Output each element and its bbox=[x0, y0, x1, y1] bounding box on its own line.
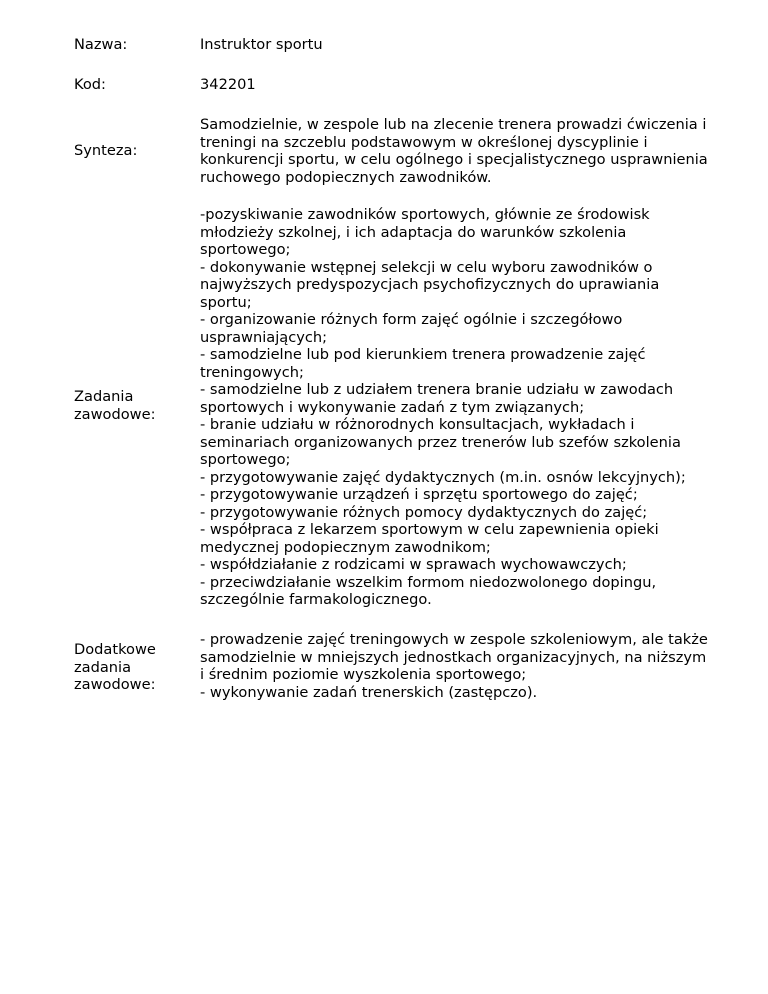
zadania-line: - dokonywanie wstępnej selekcji w celu wyboru zawodników o bbox=[200, 258, 653, 276]
zadania-line: szczególnie farmakologicznego. bbox=[200, 591, 432, 608]
zadania-line: -pozyskiwanie zawodników sportowych, głównie ze środowisk bbox=[200, 206, 650, 223]
zadania-line: usprawniających; bbox=[200, 328, 328, 346]
dodatkowe-label-line: zadania bbox=[74, 658, 132, 676]
zadania-line: sportowego; bbox=[200, 241, 291, 258]
zadania-line: sportowych i wykonywanie zadań z tym związanych; bbox=[200, 398, 585, 416]
zadania-line: - przygotowywanie urządzeń i sprzętu sportowego do zajęć; bbox=[200, 486, 638, 503]
zadania-line: - organizowanie różnych form zajęć ogólnie i szczegółowo bbox=[200, 311, 623, 328]
dodatkowe-line: - wykonywanie zadań trenerskich (zastępczo). bbox=[200, 683, 538, 701]
synteza-line: ruchowego podopiecznych zawodników. bbox=[200, 168, 492, 186]
synteza-value bbox=[200, 116, 740, 186]
dodatkowe-label-line: zawodowe: bbox=[74, 676, 156, 693]
synteza-line: treningi na szczeblu podstawowym w określonej dyscyplinie i bbox=[200, 133, 648, 151]
dodatkowe-line: - prowadzenie zajęć treningowych w zespole szkoleniowym, ale także bbox=[200, 631, 708, 648]
zadania-line: - samodzielne lub pod kierunkiem trenera prowadzenie zajęć bbox=[200, 346, 646, 363]
zadania-line: młodzieży szkolnej, i ich adaptacja do warunków szkolenia bbox=[200, 223, 627, 241]
dodatkowe-line: i średnim poziomie wyszkolenia sportowego; bbox=[200, 666, 527, 683]
dodatkowe-label-line: Dodatkowe bbox=[74, 641, 156, 658]
nazwa-label: Nazwa: bbox=[74, 36, 128, 53]
kod-value: 342201 bbox=[200, 76, 256, 93]
zadania-line: treningowych; bbox=[200, 363, 304, 381]
synteza-line: konkurencji sportu, w celu ogólnego i specjalistycznego usprawnienia bbox=[200, 151, 708, 168]
zadania-line: sportu; bbox=[200, 293, 252, 311]
zadania-label-line: Zadania bbox=[74, 388, 134, 405]
zadania-line: - przygotowywanie różnych pomocy dydaktycznych do zajęć; bbox=[200, 503, 648, 521]
zadania-line: - przeciwdziałanie wszelkim formom niedozwolonego dopingu, bbox=[200, 573, 657, 591]
dodatkowe-value bbox=[200, 631, 740, 701]
zadania-line: seminariach organizowanych przez trenerów lub szefów szkolenia bbox=[200, 433, 681, 451]
zadania-line: - przygotowywanie zajęć dydaktycznych (m.in. osnów lekcyjnych); bbox=[200, 468, 686, 486]
zadania-line: najwyższych predyspozycjach psychofizycznych do uprawiania bbox=[200, 276, 660, 293]
zadania-line: - samodzielne lub z udziałem trenera branie udziału w zawodach bbox=[200, 381, 674, 398]
zadania-line: - współpraca z lekarzem sportowym w celu zapewnienia opieki bbox=[200, 521, 659, 538]
zadania-label-line: zawodowe: bbox=[74, 405, 156, 423]
zadania-line: - branie udziału w różnorodnych konsultacjach, wykładach i bbox=[200, 416, 635, 433]
kod-label: Kod: bbox=[74, 76, 106, 93]
zadania-label bbox=[74, 388, 189, 423]
zadania-value bbox=[200, 206, 740, 609]
synteza-label: Synteza: bbox=[74, 142, 138, 159]
dodatkowe-line: samodzielnie w mniejszych jednostkach organizacyjnych, na niższym bbox=[200, 648, 707, 666]
dodatkowe-label bbox=[74, 641, 189, 694]
zadania-line: sportowego; bbox=[200, 451, 291, 468]
zadania-line: medycznej podopiecznym zawodnikom; bbox=[200, 538, 491, 556]
nazwa-value: Instruktor sportu bbox=[200, 36, 323, 53]
synteza-line: Samodzielnie, w zespole lub na zlecenie trenera prowadzi ćwiczenia i bbox=[200, 116, 707, 133]
zadania-line: - współdziałanie z rodzicami w sprawach wychowawczych; bbox=[200, 556, 627, 573]
